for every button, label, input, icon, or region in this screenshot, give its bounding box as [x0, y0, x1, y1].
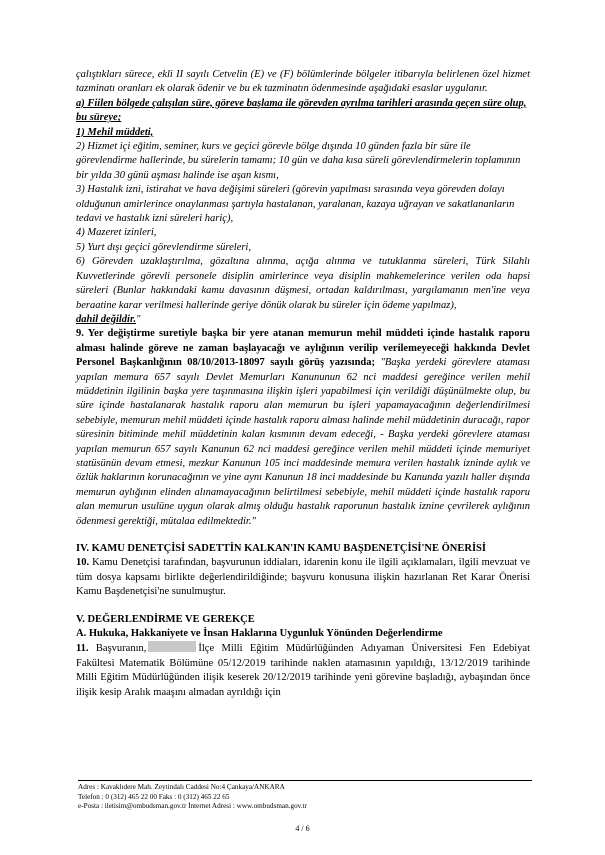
p10-text: Kamu Denetçisi tarafından, başvurunun iddiaları, idarenin konu ile ilgili açıklamaları, ilgili mevzuat ve tüm dosya kapsamı birlikte değerlendirildiğinde; başvuru konusuna ilişkin hazırlanan Ret Karar Önerisi Kamu Başdenetçisi'ne sunulmuştur.	[76, 557, 530, 598]
intro-paragraph: çalıştıkları sürece, ekli II sayılı Cetvelin (E) ve (F) bölümlerinde bölgeler itibarıyla belirlenen özel hizmet tazminatı oranları ek olarak ödenir ve bu ek tazminatın ödenmesinde aşağıdaki esaslar uygulanır.	[76, 69, 530, 95]
section-4-heading: IV. KAMU DENETÇİSİ SADETTİN KALKAN'IN KAMU BAŞDENETÇİSİ'NE ÖNERİSİ	[76, 543, 486, 554]
paragraph-11	[76, 641, 530, 700]
footer-address: Adres : Kavaklıdere Mah. Zeytindalı Caddesi No:4 Çankaya/ANKARA	[78, 783, 285, 791]
dahil-quote: "	[136, 313, 141, 325]
list-item-4: 4) Mazeret izinleri,	[76, 227, 157, 239]
p11-number: 11.	[76, 643, 89, 655]
p10-number: 10.	[76, 557, 90, 569]
redaction-box	[148, 641, 196, 652]
p9-bold: 9. Yer değiştirme suretiyle başka bir yere atanan memurun mehil müddeti içinde hastalık raporu alması halinde göreve ne zaman başlayacağı ve aylığının verilip verilemeyeceği hakkında Devlet Personel Başkanlığının 08/10/2013-18097 sayılı görüş yazısında;	[76, 328, 530, 369]
list-item-5: 5) Yurt dışı geçici görevlendirme süreleri,	[76, 241, 251, 253]
p11-pre: Başvuranın,	[88, 643, 147, 655]
clause-a: a) Fiilen bölgede çalışılan süre, göreve başlama ile görevden ayrılma tarihleri arasında geçen süre olup, bu süreye;	[76, 97, 527, 124]
paragraph-10	[76, 556, 530, 599]
list-item-3: 3) Hastalık izni, istirahat ve hava değişimi süreleri (görevin yapılması sırasında veya görevden dolayı olduğunun amirlerince onaylanması şartıyla hastalanan, yaralanan, kazaya uğrayan ve sakatlananların tedavi ve hastalık izni süreleri hariç),	[76, 184, 515, 225]
dahil-text: dahil değildir.	[76, 313, 137, 325]
subsection-a-heading: A. Hukuka, Hakkaniyete ve İnsan Haklarına Uygunluk Yönünden Değerlendirme	[76, 628, 443, 640]
page-footer	[78, 780, 532, 812]
p9-quote: "Başka yerdeki görevlere ataması yapılan memura 657 sayılı Devlet Memurları Kanununun 62 nci maddesi gereğince verilen mehil müddetinin ilgilinin başka yere taşınmasına ilişkin işleri yapabilmesi için verildiği düşünülmekte olup, bu süre içinde hastalanarak hastalık raporu alan memurun bu işleri yapamayacağının değerlendirilmesi sebebiyle, memurun mehil müddeti içinde hastalık raporu alması halinde mehil müddetinin duracağı, rapor süresinin bitiminde mehil müddetinin kalan kısmının devam edeceği, - Başka yerdeki görevlere ataması yapılan memurun 657 sayılı Kanunun 62 nci maddesi gereğince verilen mehil müddeti içinde memuriyet statüsünün devam etmesi, mezkur Kanunun 105 inci maddesinde memura verilen hastalık izninde aylık ve özlük haklarının korunacağının ve yine aynı Kanunun 18 inci maddesinde bu Kanunda yazılı haller dışında memurun aylığının elinden alınamayacağının belirtilmesi sebebiyle, mehil müddeti içinde hastalık raporu alan memurun usulüne uygun olarak almış olduğu hastalık raporunun hastalık iznine çevrilerek aylığının ödenmesi gerektiği, mütalaa edilmektedir."	[76, 357, 531, 527]
list-item-2: 2) Hizmet içi eğitim, seminer, kurs ve geçici görevle bölge dışında 10 günden fazla bir süre ile görevlendirme hallerinde, bu sürelerin tamamı; 10 gün ve daha kısa süreli görevlendirmelerin toplamının bir yılda 30 günü aşması halinde ise aşan kısmı,	[76, 141, 521, 181]
p11-text: İlçe Milli Eğitim Müdürlüğünden Adıyaman Üniversitesi Fen Edebiyat Fakültesi Matematik Bölümüne 05/12/2019 tarihinde naklen atamasının yapıldığı, 13/12/2019 tarihinde Milli Eğitim Müdürlüğünden ilişik keserek 20/12/2019 tarihinde yeni görevine başladığı, aybaşından önce ilişik kesip Aralık maaşını almadan ayrıldığı için	[76, 643, 531, 698]
list-item-1: 1) Mehil müddeti,	[76, 126, 154, 138]
footer-phone: Telefon : 0 (312) 465 22 00 Faks : 0 (312) 465 22 65	[78, 792, 230, 801]
section-5-heading: V. DEĞERLENDİRME VE GEREKÇE	[76, 613, 255, 625]
list-item-6: 6) Görevden uzaklaştırılma, gözaltına alınma, açığa alınma ve tutuklanma süreleri, Türk Silahlı Kuvvetlerinde görevli personele disiplin amirlerince veya disiplin mahkemelerince verilen oda hapsi süreleri (Bunlar hakkındaki kamu davasının düşmesi, ortadan kaldırılması, yargılamanın men'ine veya beraatine karar verilmesi hallerinde geriye dönük olarak bu süreler için ödeme yapılmaz),	[76, 256, 530, 311]
page-number: 4 / 6	[295, 824, 310, 833]
dahil-line	[76, 313, 530, 327]
paragraph-9	[76, 327, 530, 529]
footer-email: e-Posta : iletisim@ombudsman.gov.tr İnternet Adresi : www.ombudsman.gov.tr	[78, 802, 308, 811]
document-body	[76, 68, 530, 700]
